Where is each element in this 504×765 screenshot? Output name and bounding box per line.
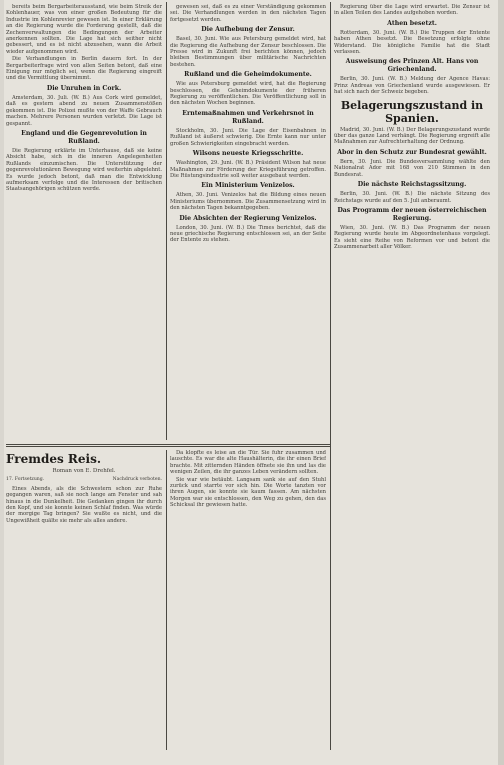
article-text: Die Verhandlungen in Berlin dauern fort. In der Bergarbeiterfrage wird von allen Seiten betont, daß eine Einigung nur möglich sei, wenn die Regierung eingreift und die Vermittlung übernimmt.	[6, 56, 162, 82]
serial-text: Eines Abends, als die Schwestern schon zur Ruhe gegangen waren, saß sie noch lange am Fenster und sah hinaus in die Dunkelheit. Die Gedanken gingen ihr durch den Kopf, und sie konnte keinen Schlaf finden. Was würde der morgige Tag bringen? Sie wußte es nicht, und die Ungewißheit quälte sie mehr als alles andere.	[6, 485, 162, 524]
column-rule	[330, 2, 331, 440]
serial-subtitle: Roman von E. Drehfel.	[52, 468, 116, 474]
page-margin	[498, 0, 504, 765]
headline: Erntemaßnahmen und Verkehrsnot in Rußland.	[182, 109, 314, 125]
headline: Die Absichten der Regierung Venizelos.	[179, 214, 317, 222]
headline: Die Unruhen in Cork.	[46, 84, 122, 92]
headline: Rußland und die Geheimdokumente.	[184, 71, 312, 79]
headline: Ausweisung des Prinzen Alt. Hans von Griechenland.	[345, 58, 479, 74]
column-rule	[166, 2, 167, 440]
article-text: Berlin, 30. Juni. (W. B.) Die nächste Sitzung des Reichstags wurde auf den 5. Juli anberaumt.	[334, 191, 490, 204]
article-text: Basel, 30. Juni. Wie aus Petersburg gemeldet wird, hat die Regierung die Aufhebung der Zensur beschlossen. Die Presse wird in Zukunft frei berichten können, jedoch bleiben Bestimmungen über militärische Nachrichten bestehen.	[170, 36, 326, 68]
article-text: Amsterdam, 30. Juli. (W. B.) Aus Cork wird gemeldet, daß es gestern abend zu neuen Zusammenstößen gekommen ist. Die Polizei mußte von der Waffe Gebrauch machen. Mehrere Personen wurden verletzt. Die Lage ist gespannt.	[6, 94, 162, 127]
article-text: Berlin, 30. Juni. (W. B.) Meldung der Agence Havas: Prinz Andreas von Griechenland wurde ausgewiesen. Er hat sich nach der Schweiz begeben.	[334, 76, 490, 96]
column-1	[6, 4, 162, 442]
article-text: Rotterdam, 30. Juni. (W. B.) Die Truppen der Entente haben Athen besetzt. Die Besetzung erfolgte ohne Widerstand. Die königliche Familie hat die Stadt verlassen.	[334, 29, 490, 56]
headline: Die nächste Reichstagssitzung.	[357, 181, 467, 189]
article-text: Regierung über die Lage wird erwartet. Die Zensur ist in allen Teilen des Landes aufgehoben worden.	[334, 4, 490, 17]
article-text: bereits beim Bergarbeiterausstand, wie beim Streik der Kohlenhauer, was von einer großen Bedeutung für die Industrie im Kohlenrevier gewesen ist. In einer Erklärung an die Regierung wurde die Forderung gestellt, daß die Zechenverwaltungen die Bedingungen der Arbeiter anerkennen sollten. Die Lage hat sich seither nicht gebessert, und es ist nicht abzusehen, wann die Arbeit wieder aufgenommen wird.	[6, 4, 162, 55]
article-text: Stockholm, 30. Juni. Die Lage der Eisenbahnen in Rußland ist äußerst schwierig. Die Ernte kann nur unter großen Schwierigkeiten eingebracht werden.	[170, 127, 326, 147]
column-3	[334, 4, 490, 744]
article-text: Bern, 30. Juni. Die Bundesversammlung wählte den Nationalrat Ador mit 168 von 210 Stimmen in den Bundesrat.	[334, 158, 490, 178]
headline: Die Aufhebung der Zensur.	[201, 26, 295, 34]
serial-column-1	[6, 450, 162, 750]
column-rule	[330, 440, 331, 750]
headline: England und die Gegenrevolution in Rußland.	[21, 129, 147, 145]
headline-large: Belagerungszustand in Spanien.	[340, 98, 484, 125]
article-text: Wie aus Petersburg gemeldet wird, hat die Regierung beschlossen, die Geheimdokumente der früheren Regierung zu veröffentlichen. Die Veröffentlichung soll in den nächsten Wochen beginnen.	[170, 81, 326, 107]
serial-text: Sie war wie betäubt. Langsam sank sie auf den Stuhl zurück und starrte vor sich hin. Die Worte tanzten vor ihren Augen, sie konnte sie kaum fassen. Am nächsten Morgen war sie entschlossen, den Weg zu gehen, den das Schicksal ihr gewiesen hatte.	[170, 476, 326, 509]
section-divider	[6, 446, 330, 447]
serial-installment: 17. Fortsetzung.	[6, 477, 45, 483]
serial-title: Fremdes Reis.	[6, 452, 102, 466]
column-rule	[166, 450, 167, 750]
serial-column-2	[170, 450, 326, 750]
article-text: London, 30. Juni. (W. B.) Die Times berichtet, daß die neue griechische Regierung entschlossen sei, an der Seite der Entente zu stehen.	[170, 224, 326, 244]
article-text: Wien, 30. Juni. (W. B.) Das Programm der neuen Regierung wurde heute im Abgeordnetenhaus vorgelegt. Es sieht eine Reihe von Reformen vor und betont die Zusammenarbeit aller Völker.	[334, 224, 490, 251]
article-text: Die Regierung erklärte im Unterhause, daß sie keine Absicht habe, sich in die inneren Angelegenheiten Rußlands einzumischen. Die Unterstützung der gegenrevolutionären Bewegung wird weiterhin abgelehnt. Es wurde jedoch betont, daß man die Entwicklung aufmerksam verfolge und die Interessen der britischen Staatsangehörigen schützen werde.	[6, 147, 162, 193]
article-text: Athen, 30. Juni. Venizelos hat die Bildung eines neuen Ministeriums übernommen. Die Zusammensetzung wird in den nächsten Tagen bekanntgegeben.	[170, 192, 326, 212]
article-text: gewesen sei, daß es zu einer Verständigung gekommen sei. Die Verhandlungen werden in den nächsten Tagen fortgesetzt werden.	[170, 4, 326, 23]
article-text: Washington, 29. Juni. (W. B.) Präsident Wilson hat neue Maßnahmen zur Förderung der Kriegsführung getroffen. Die Rüstungsindustrie soll weiter ausgebaut werden.	[170, 160, 326, 179]
headline: Ein Ministerium Venizelos.	[201, 182, 295, 190]
reprint-notice: Nachdruck verboten.	[112, 477, 162, 483]
newspaper-page	[4, 0, 498, 765]
section-divider	[6, 444, 330, 445]
headline: Wilsons neueste Kriegsschritte.	[192, 150, 304, 158]
article-text: Madrid, 30. Juni. (W. B.) Der Belagerungszustand wurde über das ganze Land verhängt. Die Regierung ergreift alle Maßnahmen zur Aufrechterhaltung der Ordnung.	[334, 126, 490, 146]
headline: Athen besetzt.	[387, 19, 437, 27]
column-2	[170, 4, 326, 442]
headline: Abor in den Schutz zur Bundesrat gewählt.	[337, 148, 487, 156]
headline: Das Programm der neuen österreichischen Regierung.	[337, 206, 487, 222]
serial-text: Da klopfte es leise an die Tür. Sie fuhr zusammen und lauschte. Es war die alte Haushälterin, die ihr einen Brief brachte. Mit zitternden Händen öffnete sie ihn und las die wenigen Zeilen, die ihr ganzes Leben verändern sollten.	[170, 450, 326, 476]
